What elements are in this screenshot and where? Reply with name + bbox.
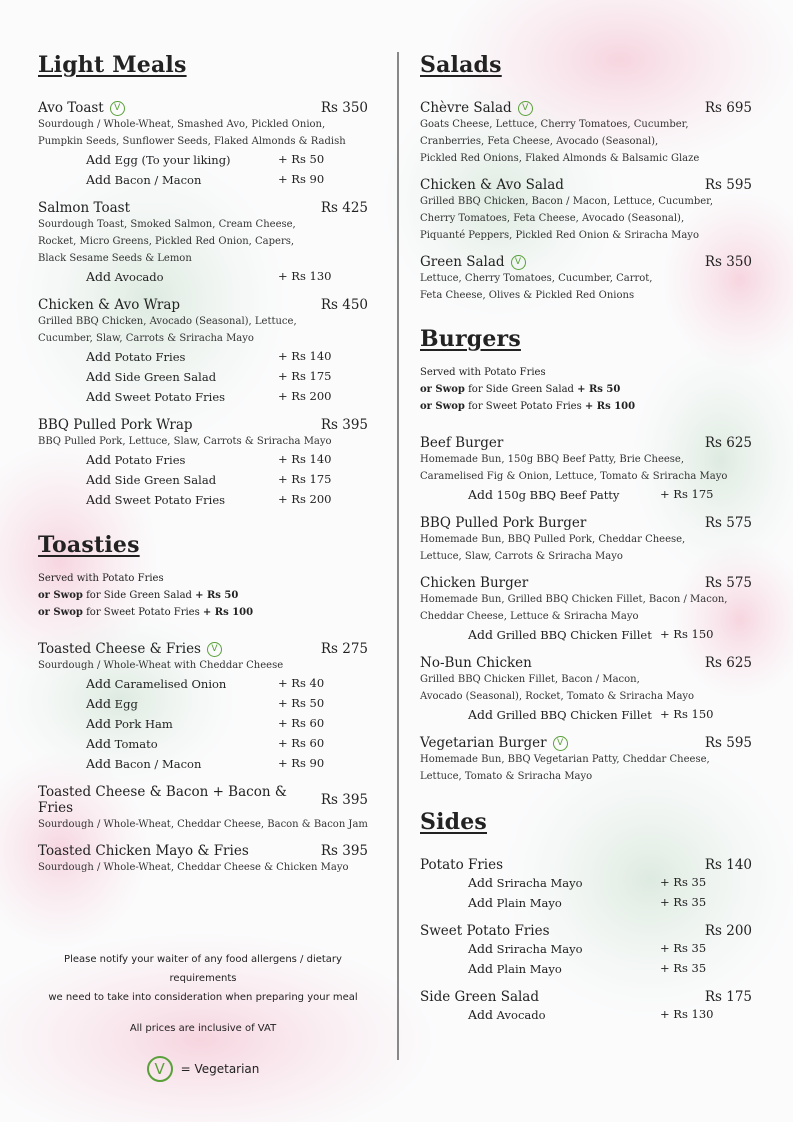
add-on-row xyxy=(420,893,752,913)
add-on-keyword: Add xyxy=(86,369,112,384)
add-on-keyword: Add xyxy=(468,895,494,910)
menu-item-description: Cheddar Cheese, Lettuce & Sriracha Mayo xyxy=(420,611,639,622)
menu-item-title: Sweet Potato Fries xyxy=(420,923,550,939)
menu-item-name xyxy=(420,575,528,591)
add-on-row xyxy=(420,705,752,725)
add-on-row xyxy=(38,694,368,714)
add-on-label: Add Avocado xyxy=(468,1007,546,1022)
menu-item-header xyxy=(420,575,752,591)
menu-item xyxy=(38,784,368,833)
menu-item xyxy=(420,857,752,913)
menu-item-header xyxy=(38,417,368,433)
add-on-price: + Rs 35 xyxy=(660,961,707,975)
menu-item-description: Grilled BBQ Chicken, Bacon / Macon, Lettuce, Cucumber, xyxy=(420,196,714,207)
menu-item-title: BBQ Pulled Pork Wrap xyxy=(38,417,193,433)
add-on-label: Add Caramelised Onion xyxy=(86,676,227,691)
menu-item-description: Feta Cheese, Olives & Pickled Red Onions xyxy=(420,290,635,301)
add-on-price: + Rs 130 xyxy=(660,1007,714,1021)
menu-item-description: Lettuce, Slaw, Carrots & Sriracha Mayo xyxy=(420,551,623,562)
menu-item-name xyxy=(420,254,526,270)
menu-item-title: Vegetarian Burger xyxy=(420,735,547,751)
menu-item-title: Salmon Toast xyxy=(38,200,131,216)
add-on-row xyxy=(38,674,368,694)
add-on-row xyxy=(420,1005,752,1025)
swap-option: or Swop for Sweet Potato Fries + Rs 100 xyxy=(38,607,254,618)
add-on-row xyxy=(38,450,368,470)
menu-item-title: BBQ Pulled Pork Burger xyxy=(420,515,587,531)
add-on-row xyxy=(420,485,752,505)
add-on-keyword: Add xyxy=(468,1007,494,1022)
add-on-label: Add Plain Mayo xyxy=(468,961,562,976)
menu-item-name xyxy=(420,989,539,1005)
menu-item-description: Caramelised Fig & Onion, Lettuce, Tomato & Sriracha Mayo xyxy=(420,471,728,482)
add-on-price: + Rs 175 xyxy=(278,472,332,486)
add-on-price: + Rs 40 xyxy=(278,676,325,690)
add-on-row xyxy=(420,939,752,959)
menu-item-name xyxy=(420,655,532,671)
vegetarian-icon: V xyxy=(110,101,125,116)
menu-item-header xyxy=(420,515,752,531)
menu-item-name xyxy=(420,923,550,939)
menu-item-header xyxy=(420,100,752,116)
menu-item-header xyxy=(420,177,752,193)
add-on-row xyxy=(420,873,752,893)
vegetarian-icon: V xyxy=(147,1056,173,1082)
add-on-keyword: Add xyxy=(86,269,112,284)
swap-keyword: or Swop xyxy=(38,607,83,618)
swap-option: or Swop for Sweet Potato Fries + Rs 100 xyxy=(420,401,636,412)
menu-item-description: Homemade Bun, 150g BBQ Beef Patty, Brie Cheese, xyxy=(420,454,685,465)
add-on-price: + Rs 60 xyxy=(278,736,325,750)
menu-item-title: No-Bun Chicken xyxy=(420,655,532,671)
menu-item-title: Chicken Burger xyxy=(420,575,529,591)
menu-item-description: Goats Cheese, Lettuce, Cherry Tomatoes, Cucumber, xyxy=(420,119,689,130)
menu-item-name xyxy=(420,857,503,873)
add-on-row xyxy=(38,150,368,170)
add-on-row xyxy=(38,170,368,190)
add-on-price: + Rs 60 xyxy=(278,716,325,730)
menu-item-description: Grilled BBQ Chicken Fillet, Bacon / Macon, xyxy=(420,674,640,685)
add-on-keyword: Add xyxy=(86,349,112,364)
menu-item xyxy=(420,923,752,979)
menu-item-header xyxy=(38,297,368,313)
menu-item-title: Side Green Salad xyxy=(420,989,539,1005)
menu-item-description: Cherry Tomatoes, Feta Cheese, Avocado (Seasonal), xyxy=(420,213,685,224)
swap-price: + Rs 50 xyxy=(577,384,621,395)
menu-item-title: Toasted Cheese & Fries xyxy=(38,641,201,657)
add-on-keyword: Add xyxy=(86,676,112,691)
toasties-swaps xyxy=(38,587,368,621)
vegetarian-icon: V xyxy=(207,642,222,657)
swap-keyword: or Swop xyxy=(38,590,83,601)
add-on-keyword: Add xyxy=(86,716,112,731)
menu-item-header xyxy=(38,100,368,116)
menu-item-price: Rs 395 xyxy=(320,417,368,433)
menu-item-price: Rs 350 xyxy=(320,100,368,116)
menu-item-description: Homemade Bun, BBQ Vegetarian Patty, Cheddar Cheese, xyxy=(420,754,710,765)
footer xyxy=(38,950,368,1082)
add-on-label: Add Grilled BBQ Chicken Fillet xyxy=(468,627,652,642)
menu-item-description: Sourdough / Whole-Wheat with Cheddar Cheese xyxy=(38,660,284,671)
menu-item-header xyxy=(420,655,752,671)
add-on-keyword: Add xyxy=(86,472,112,487)
menu-item-name xyxy=(38,200,130,216)
add-on-price: + Rs 50 xyxy=(278,152,325,166)
vegetarian-legend xyxy=(38,1056,368,1082)
add-on-label: Add Tomato xyxy=(86,736,158,751)
menu-item-title: Chicken & Avo Wrap xyxy=(38,297,181,313)
add-on-price: + Rs 150 xyxy=(660,707,714,721)
swap-keyword: or Swop xyxy=(420,384,465,395)
menu-item-price: Rs 395 xyxy=(320,843,368,859)
toasties-list xyxy=(38,641,368,876)
menu-item-title: Green Salad xyxy=(420,254,505,270)
menu-item xyxy=(420,100,752,167)
add-on-label: Add Side Green Salad xyxy=(86,472,217,487)
menu-item-description: Sourdough / Whole-Wheat, Cheddar Cheese, Bacon & Bacon Jam xyxy=(38,819,368,830)
menu-item-price: Rs 275 xyxy=(320,641,368,657)
menu-item-name xyxy=(38,843,249,859)
add-on-keyword: Add xyxy=(468,941,494,956)
menu-item-price: Rs 625 xyxy=(704,435,752,451)
add-on-keyword: Add xyxy=(86,172,112,187)
add-on-keyword: Add xyxy=(468,627,494,642)
menu-item-title: Chèvre Salad xyxy=(420,100,512,116)
add-on-price: + Rs 175 xyxy=(278,369,332,383)
add-on-row xyxy=(38,347,368,367)
add-on-price: + Rs 90 xyxy=(278,756,325,770)
menu-item-header xyxy=(38,641,368,657)
menu-item-description: Grilled BBQ Chicken, Avocado (Seasonal), Lettuce, xyxy=(38,316,297,327)
add-on-price: + Rs 130 xyxy=(278,269,332,283)
menu-item-name xyxy=(420,735,568,751)
add-on-keyword: Add xyxy=(86,452,112,467)
salads-list xyxy=(420,100,752,304)
menu-item-description: BBQ Pulled Pork, Lettuce, Slaw, Carrots & Sriracha Mayo xyxy=(38,436,332,447)
menu-item-description: Cucumber, Slaw, Carrots & Sriracha Mayo xyxy=(38,333,254,344)
add-on-label: Add Sriracha Mayo xyxy=(468,875,583,890)
add-on-label: Add 150g BBQ Beef Patty xyxy=(468,487,620,502)
menu-item xyxy=(38,843,368,876)
toasties-title: Toasties xyxy=(38,532,140,558)
menu-item xyxy=(420,989,752,1025)
add-on-keyword: Add xyxy=(86,389,112,404)
menu-item-name xyxy=(420,515,586,531)
menu-item-header xyxy=(420,735,752,751)
menu-item-name xyxy=(420,177,564,193)
menu-item xyxy=(38,100,368,190)
add-on-row xyxy=(38,734,368,754)
menu-item-name xyxy=(38,417,193,433)
menu-item-description: Sourdough / Whole-Wheat, Smashed Avo, Pickled Onion, xyxy=(38,119,326,130)
menu-item-price: Rs 450 xyxy=(320,297,368,313)
vegetarian-icon: V xyxy=(553,736,568,751)
menu-item xyxy=(38,200,368,287)
burgers-title: Burgers xyxy=(420,326,521,352)
vegetarian-legend-label: = Vegetarian xyxy=(180,1062,260,1076)
add-on-label: Add Potato Fries xyxy=(86,452,186,467)
add-on-label: Add Pork Ham xyxy=(86,716,173,731)
swap-price: + Rs 50 xyxy=(195,590,239,601)
menu-item-header xyxy=(420,989,752,1005)
add-on-row xyxy=(38,470,368,490)
add-on-label: Add Bacon / Macon xyxy=(86,172,202,187)
menu-item-description: Homemade Bun, BBQ Pulled Pork, Cheddar Cheese, xyxy=(420,534,686,545)
toasties-served: Served with Potato Fries xyxy=(38,573,164,584)
menu-item-price: Rs 425 xyxy=(320,200,368,216)
add-on-row xyxy=(38,490,368,510)
menu-item-header xyxy=(420,923,752,939)
menu-item-price: Rs 175 xyxy=(704,989,752,1005)
menu-item-description: Sourdough Toast, Smoked Salmon, Cream Cheese, xyxy=(38,219,296,230)
add-on-label: Add Grilled BBQ Chicken Fillet xyxy=(468,707,652,722)
menu-item xyxy=(420,735,752,785)
column-divider xyxy=(397,52,399,1060)
swap-option: or Swop for Side Green Salad + Rs 50 xyxy=(420,384,621,395)
menu-item-title: Toasted Cheese & Bacon + Bacon & Fries xyxy=(38,784,287,816)
add-on-label: Add Potato Fries xyxy=(86,349,186,364)
menu-item-description: Lettuce, Cherry Tomatoes, Cucumber, Carrot, xyxy=(420,273,653,284)
light-meals-title: Light Meals xyxy=(38,52,187,78)
swap-price: + Rs 100 xyxy=(584,401,636,412)
menu-item-title: Beef Burger xyxy=(420,435,504,451)
add-on-label: Add Plain Mayo xyxy=(468,895,562,910)
add-on-row xyxy=(38,714,368,734)
menu-item-header xyxy=(420,254,752,270)
add-on-price: + Rs 50 xyxy=(278,696,325,710)
add-on-keyword: Add xyxy=(86,756,112,771)
sides-title: Sides xyxy=(420,809,488,835)
add-on-label: Add Side Green Salad xyxy=(86,369,217,384)
add-on-label: Add Sriracha Mayo xyxy=(468,941,583,956)
sides-list xyxy=(420,857,752,1025)
menu-item-name xyxy=(38,784,321,816)
menu-item xyxy=(38,417,368,510)
add-on-row xyxy=(38,754,368,774)
add-on-keyword: Add xyxy=(468,875,494,890)
add-on-keyword: Add xyxy=(86,736,112,751)
menu-item-description: Pickled Red Onions, Flaked Almonds & Balsamic Glaze xyxy=(420,153,700,164)
salads-title: Salads xyxy=(420,52,502,78)
allergen-note-line-2: we need to take into consideration when preparing your meal xyxy=(48,992,358,1003)
menu-item-header xyxy=(420,435,752,451)
menu-item xyxy=(420,435,752,505)
menu-item xyxy=(38,297,368,407)
menu-item-header xyxy=(38,200,368,216)
menu-item-price: Rs 695 xyxy=(704,100,752,116)
menu-item-description: Rocket, Micro Greens, Pickled Red Onion, Capers, xyxy=(38,236,295,247)
add-on-keyword: Add xyxy=(468,707,494,722)
menu-item-title: Avo Toast xyxy=(38,100,104,116)
menu-item-title: Potato Fries xyxy=(420,857,504,873)
menu-item xyxy=(420,177,752,244)
menu-item-price: Rs 350 xyxy=(704,254,752,270)
menu-item-header xyxy=(38,784,368,816)
burgers-swaps xyxy=(420,381,752,415)
right-column xyxy=(420,52,752,1035)
add-on-label: Add Bacon / Macon xyxy=(86,756,202,771)
menu-item-header xyxy=(420,857,752,873)
menu-item-name xyxy=(420,100,533,116)
menu-item-description: Homemade Bun, Grilled BBQ Chicken Fillet, Bacon / Macon, xyxy=(420,594,728,605)
menu-item-name xyxy=(38,297,180,313)
add-on-price: + Rs 90 xyxy=(278,172,325,186)
menu-item-price: Rs 140 xyxy=(704,857,752,873)
add-on-keyword: Add xyxy=(468,961,494,976)
menu-item-description: Lettuce, Tomato & Sriracha Mayo xyxy=(420,771,593,782)
menu-item-name xyxy=(420,435,503,451)
vat-note: All prices are inclusive of VAT xyxy=(129,1023,277,1034)
add-on-price: + Rs 140 xyxy=(278,349,332,363)
vegetarian-icon: V xyxy=(511,255,526,270)
menu-item xyxy=(420,655,752,725)
menu-item-title: Chicken & Avo Salad xyxy=(420,177,564,193)
add-on-price: + Rs 200 xyxy=(278,492,332,506)
menu-item-description: Black Sesame Seeds & Lemon xyxy=(38,253,192,264)
menu-item-name xyxy=(38,641,222,657)
menu-item-price: Rs 575 xyxy=(704,515,752,531)
menu-item-price: Rs 575 xyxy=(704,575,752,591)
add-on-price: + Rs 35 xyxy=(660,875,707,889)
add-on-price: + Rs 200 xyxy=(278,389,332,403)
add-on-price: + Rs 35 xyxy=(660,941,707,955)
light-meals-list xyxy=(38,100,368,510)
menu-item-name xyxy=(38,100,125,116)
menu-item xyxy=(420,515,752,565)
add-on-keyword: Add xyxy=(86,696,112,711)
vegetarian-icon: V xyxy=(518,101,533,116)
add-on-label: Add Egg (To your liking) xyxy=(86,152,231,167)
add-on-keyword: Add xyxy=(468,487,494,502)
add-on-label: Add Avocado xyxy=(86,269,164,284)
burgers-served: Served with Potato Fries xyxy=(420,367,546,378)
add-on-price: + Rs 150 xyxy=(660,627,714,641)
add-on-row xyxy=(38,387,368,407)
menu-item xyxy=(38,641,368,774)
add-on-row xyxy=(38,367,368,387)
add-on-label: Add Sweet Potato Fries xyxy=(86,389,226,404)
menu-item-price: Rs 595 xyxy=(704,735,752,751)
add-on-row xyxy=(420,959,752,979)
swap-option: or Swop for Side Green Salad + Rs 50 xyxy=(38,590,239,601)
menu-item-price: Rs 595 xyxy=(704,177,752,193)
menu-item-description: Avocado (Seasonal), Rocket, Tomato & Sriracha Mayo xyxy=(420,691,695,702)
allergen-note-line-1: Please notify your waiter of any food allergens / dietary requirements xyxy=(64,954,342,984)
menu-item-description: Sourdough / Whole-Wheat, Cheddar Cheese & Chicken Mayo xyxy=(38,862,349,873)
menu-item-description: Cranberries, Feta Cheese, Avocado (Seasonal), xyxy=(420,136,659,147)
menu-item xyxy=(420,254,752,304)
menu-item-description: Piquanté Peppers, Pickled Red Onion & Sriracha Mayo xyxy=(420,230,699,241)
add-on-row xyxy=(420,625,752,645)
add-on-label: Add Egg xyxy=(86,696,138,711)
add-on-price: + Rs 140 xyxy=(278,452,332,466)
add-on-label: Add Sweet Potato Fries xyxy=(86,492,226,507)
swap-price: + Rs 100 xyxy=(202,607,254,618)
add-on-price: + Rs 35 xyxy=(660,895,707,909)
add-on-keyword: Add xyxy=(86,152,112,167)
add-on-keyword: Add xyxy=(86,492,112,507)
burgers-list xyxy=(420,435,752,785)
menu-item-header xyxy=(38,843,368,859)
add-on-row xyxy=(38,267,368,287)
menu-item-title: Toasted Chicken Mayo & Fries xyxy=(38,843,249,859)
add-on-price: + Rs 175 xyxy=(660,487,714,501)
menu-item-price: Rs 200 xyxy=(704,923,752,939)
swap-keyword: or Swop xyxy=(420,401,465,412)
menu-item-price: Rs 395 xyxy=(320,792,368,808)
left-column xyxy=(38,52,368,886)
menu-item xyxy=(420,575,752,645)
menu-item-price: Rs 625 xyxy=(704,655,752,671)
menu-item-description: Pumpkin Seeds, Sunflower Seeds, Flaked Almonds & Radish xyxy=(38,136,346,147)
